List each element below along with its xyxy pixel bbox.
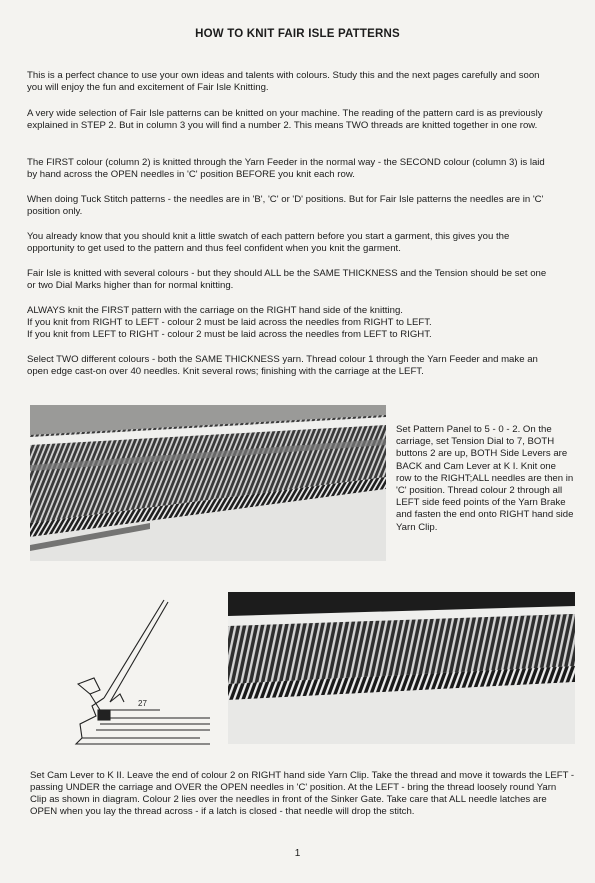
- needles-closeup-photo: [228, 592, 575, 744]
- always-line: ALWAYS knit the FIRST pattern with the carriage on the RIGHT hand side of the knitting.: [27, 305, 403, 316]
- selection-paragraph: A very wide selection of Fair Isle patterns can be knitted on your machine. The reading of the pattern card is as previously explained in STEP 2. But in column 3 you will find a number 2. This means TWO threads are knitted together in one row.: [27, 108, 543, 131]
- diagram-label: 27: [138, 699, 147, 708]
- swatch-paragraph: You already know that you should knit a little swatch of each pattern before you start a garment, this gives you the opportunity to get used to the pattern and thus feel confident when you knit the garment.: [27, 231, 510, 254]
- thickness-paragraph: Fair Isle is knitted with several colours - but they should ALL be the SAME THICKNESS and the Tension should be set one or two Dial Marks higher than for normal knitting.: [27, 268, 547, 291]
- instruction-side-text: Set Pattern Panel to 5 - 0 - 2. On the carriage, set Tension Dial to 7, BOTH buttons 2 are up, BOTH Side Levers are BACK and Cam Lever at K I. Knit one row to the RIGHT;ALL needles are then in 'C' position. Thread colour 2 through all LEFT side feed points of the Yarn Brake and fasten the end onto RIGHT hand side Yarn Clip.: [396, 424, 574, 533]
- yarn-clip-diagram: [60, 598, 212, 748]
- needle-bed-photo: [30, 405, 386, 561]
- intro-paragraph: This is a perfect chance to use your own ideas and talents with colours. Study this and the next pages carefully and soon you will enjoy the fun and excitement of Fair Isle Knitting.: [27, 70, 540, 93]
- tuck-stitch-paragraph: When doing Tuck Stitch patterns - the needles are in 'B', 'C' or 'D' positions. But for Fair Isle patterns the needles are in 'C' position only.: [27, 194, 544, 217]
- colours-paragraph: The FIRST colour (column 2) is knitted through the Yarn Feeder in the normal way - the SECOND colour (column 3) is laid by hand across the OPEN needles in 'C' position BEFORE you knit each row.: [27, 157, 545, 180]
- cam-lever-instructions: Set Cam Lever to K II. Leave the end of colour 2 on RIGHT hand side Yarn Clip. Take the thread and move it towards the LEFT - passing UNDER the carriage and OVER the OPEN needles in 'C' position. At the LEFT - bring the thread loosely round Yarn Clip as shown in diagram. Colour 2 lies over the needles in front of the Sinker Gate. Take care that ALL needle latches are OPEN when you lay the thread across - if a latch is closed - that needle will drop the stitch.: [30, 770, 575, 817]
- right-to-left-line: If you knit from RIGHT to LEFT - colour 2 must be laid across the needles from RIGHT to LEFT.: [27, 317, 432, 328]
- page-number: 1: [294, 848, 301, 859]
- select-colours-paragraph: Select TWO different colours - both the SAME THICKNESS yarn. Thread colour 1 through the Yarn Feeder and make an open edge cast-on over 40 needles. Knit several rows; finishing with the carriage at the LEFT.: [27, 354, 538, 377]
- page-title: HOW TO KNIT FAIR ISLE PATTERNS: [195, 28, 400, 40]
- left-to-right-line: If you knit from LEFT to RIGHT - colour 2 must be laid across the needles from LEFT to RIGHT.: [27, 329, 432, 340]
